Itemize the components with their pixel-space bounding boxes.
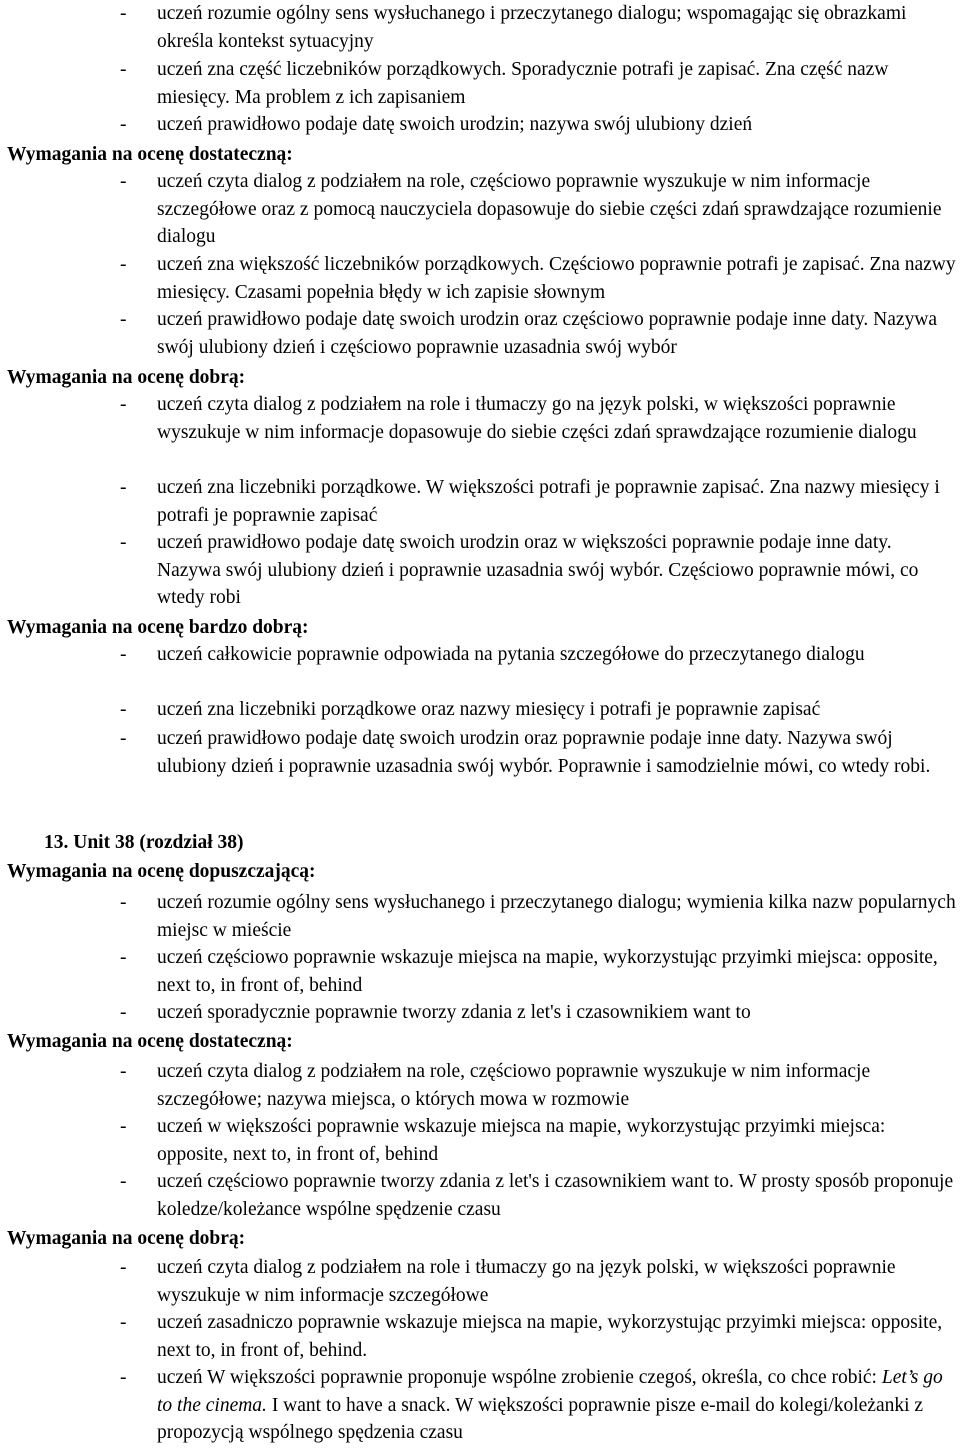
list-item-text: uczeń prawidłowo podaje datę swoich urodzin; nazywa swój ulubiony dzień: [157, 114, 753, 135]
list-item-text: uczeń czyta dialog z podziałem na role i tłumaczy go na język polski, w większości poprawnie wyszukuje w nim informacje dopasowuje do siebie części zdań sprawdzające rozumienie dialogu: [157, 394, 917, 443]
list-item: - uczeń całkowicie poprawnie odpowiada na pytania szczegółowe do przeczytanego dialogu: [120, 641, 958, 669]
section-heading-dobra-unit: Wymagania na ocenę dobrą:: [7, 1228, 246, 1249]
list-item-text: uczeń W większości poprawnie proponuje wspólne zrobienie czegoś, określa, co chce robić: Let’s go to the cinema. I want to have a snack. W większości poprawnie pisze e-mail do kolegi/koleżanki z propozycją wspólnego spędzenia czasu: [157, 1367, 943, 1443]
list-item-text: uczeń zna większość liczebników porządkowych. Częściowo poprawnie potrafi je zapisać. Zna nazwy miesięcy. Czasami popełnia błędy w ich zapisie słownym: [157, 254, 956, 303]
list-item-text: uczeń prawidłowo podaje datę swoich urodzin oraz w większości poprawnie podaje inne daty. Nazywa swój ulubiony dzień i poprawnie uzasadnia swój wybór. Częściowo poprawnie mówi, co wtedy robi: [157, 532, 919, 608]
list-item: - uczeń czyta dialog z podziałem na role, częściowo poprawnie wyszukuje w nim informacje szczegółowe; nazywa miejsca, o których mowa w rozmowie: [120, 1058, 958, 1113]
list-item: - uczeń prawidłowo podaje datę swoich urodzin; nazywa swój ulubiony dzień: [120, 111, 958, 139]
list-item: - uczeń prawidłowo podaje datę swoich urodzin oraz w większości poprawnie podaje inne daty. Nazywa swój ulubiony dzień i poprawnie uzasadnia swój wybór. Częściowo poprawnie mówi, co wtedy robi: [120, 529, 958, 612]
list-item-text: uczeń zasadniczo poprawnie wskazuje miejsca na mapie, wykorzystując przyimki miejsca: opposite, next to, in front of, behind.: [157, 1312, 943, 1361]
unit-title: 13. Unit 38 (rozdział 38): [44, 832, 244, 853]
list-item-text: uczeń rozumie ogólny sens wysłuchanego i przeczytanego dialogu; wymienia kilka nazw popularnych miejsc w mieście: [157, 892, 956, 941]
list-item: - uczeń częściowo poprawnie tworzy zdania z let's i czasownikiem want to. W prosty sposób proponuje koledze/koleżance wspólne spędzenie czasu: [120, 1168, 958, 1223]
list-item-text: uczeń sporadycznie poprawnie tworzy zdania z let's i czasownikiem want to: [157, 1002, 751, 1023]
list-item-text: uczeń w większości poprawnie wskazuje miejsca na mapie, wykorzystując przyimki miejsca: opposite, next to, in front of, behind: [157, 1116, 886, 1165]
list-item: - uczeń prawidłowo podaje datę swoich urodzin oraz poprawnie podaje inne daty. Nazywa swój ulubiony dzień i poprawnie uzasadnia swój wybór. Poprawnie i samodzielnie mówi, co wtedy robi.: [120, 725, 958, 780]
section-heading-dostateczna-unit: Wymagania na ocenę dostateczną:: [7, 1031, 293, 1052]
list-item-text: uczeń częściowo poprawnie tworzy zdania z let's i czasownikiem want to. W prosty sposób proponuje koledze/koleżance wspólne spędzenie czasu: [157, 1171, 954, 1220]
list-item: - uczeń czyta dialog z podziałem na role i tłumaczy go na język polski, w większości poprawnie wyszukuje w nim informacje dopasowuje do siebie części zdań sprawdzające rozumienie dialogu: [120, 391, 958, 446]
list-item: - uczeń zna liczebniki porządkowe. W większości potrafi je poprawnie zapisać. Zna nazwy miesięcy i potrafi je poprawnie zapisać: [120, 474, 958, 529]
list-item-text: uczeń czyta dialog z podziałem na role, częściowo poprawnie wyszukuje w nim informacje szczegółowe; nazywa miejsca, o których mowa w rozmowie: [157, 1061, 871, 1110]
list-item: - uczeń prawidłowo podaje datę swoich urodzin oraz częściowo poprawnie podaje inne daty. Nazywa swój ulubiony dzień i częściowo poprawnie uzasadnia swój wybór: [120, 306, 958, 361]
list-item: - uczeń zna liczebniki porządkowe oraz nazwy miesięcy i potrafi je poprawnie zapisać: [120, 696, 958, 724]
list-item: - uczeń W większości poprawnie proponuje wspólne zrobienie czegoś, określa, co chce robić: Let’s go to the cinema. I want to have a snack. W większości poprawnie pisze e-mail do kolegi/koleżanki z propozycją wspólnego spędzenia czasu: [120, 1364, 958, 1447]
list-item: - uczeń rozumie ogólny sens wysłuchanego i przeczytanego dialogu; wymienia kilka nazw popularnych miejsc w mieście: [120, 889, 958, 944]
list-item-text: uczeń prawidłowo podaje datę swoich urodzin oraz poprawnie podaje inne daty. Nazywa swój ulubiony dzień i poprawnie uzasadnia swój wybór. Poprawnie i samodzielnie mówi, co wtedy robi.: [157, 728, 931, 777]
section-heading-dobra: Wymagania na ocenę dobrą:: [7, 367, 246, 388]
list-item: - uczeń sporadycznie poprawnie tworzy zdania z let's i czasownikiem want to: [120, 999, 958, 1027]
list-item-text: uczeń czyta dialog z podziałem na role, częściowo poprawnie wyszukuje w nim informacje szczegółowe oraz z pomocą nauczyciela dopasowuje do siebie części zdań sprawdzające rozumienie dialogu: [157, 171, 942, 247]
section-heading-dopuszczajaca: Wymagania na ocenę dopuszczającą:: [7, 861, 316, 882]
list-item: - uczeń częściowo poprawnie wskazuje miejsca na mapie, wykorzystując przyimki miejsca: opposite, next to, in front of, behind: [120, 944, 958, 999]
list-item-text: uczeń zna liczebniki porządkowe oraz nazwy miesięcy i potrafi je poprawnie zapisać: [157, 699, 821, 720]
list-item: - uczeń zasadniczo poprawnie wskazuje miejsca na mapie, wykorzystując przyimki miejsca: opposite, next to, in front of, behind.: [120, 1309, 958, 1364]
list-item-text: uczeń częściowo poprawnie wskazuje miejsca na mapie, wykorzystując przyimki miejsca: opposite, next to, in front of, behind: [157, 947, 938, 996]
example-sentence: Let’s go to the cinema.: [157, 1367, 943, 1416]
list-item: - uczeń zna część liczebników porządkowych. Sporadycznie potrafi je zapisać. Zna część nazw miesięcy. Ma problem z ich zapisaniem: [120, 56, 958, 111]
section-heading-bardzo-dobra: Wymagania na ocenę bardzo dobrą:: [7, 617, 309, 638]
list-item: - uczeń czyta dialog z podziałem na role i tłumaczy go na język polski, w większości poprawnie wyszukuje w nim informacje szczegółowe: [120, 1254, 958, 1309]
list-item-text: uczeń rozumie ogólny sens wysłuchanego i przeczytanego dialogu; wspomagając się obrazkami określa kontekst sytuacyjny: [157, 3, 907, 52]
section-heading-dostateczna: Wymagania na ocenę dostateczną:: [7, 144, 293, 165]
list-item: - uczeń czyta dialog z podziałem na role, częściowo poprawnie wyszukuje w nim informacje szczegółowe oraz z pomocą nauczyciela dopasowuje do siebie części zdań sprawdzające rozumienie dialogu: [120, 168, 958, 251]
list-item-text: uczeń prawidłowo podaje datę swoich urodzin oraz częściowo poprawnie podaje inne daty. Nazywa swój ulubiony dzień i częściowo poprawnie uzasadnia swój wybór: [157, 309, 938, 358]
list-item: - uczeń rozumie ogólny sens wysłuchanego i przeczytanego dialogu; wspomagając się obrazkami określa kontekst sytuacyjny: [120, 0, 958, 55]
list-item: - uczeń zna większość liczebników porządkowych. Częściowo poprawnie potrafi je zapisać. Zna nazwy miesięcy. Czasami popełnia błędy w ich zapisie słownym: [120, 251, 958, 306]
list-item-text: uczeń całkowicie poprawnie odpowiada na pytania szczegółowe do przeczytanego dialogu: [157, 644, 865, 665]
list-item-text: uczeń zna liczebniki porządkowe. W większości potrafi je poprawnie zapisać. Zna nazwy miesięcy i potrafi je poprawnie zapisać: [157, 477, 940, 526]
list-item: - uczeń w większości poprawnie wskazuje miejsca na mapie, wykorzystując przyimki miejsca: opposite, next to, in front of, behind: [120, 1113, 958, 1168]
list-item-text: uczeń zna część liczebników porządkowych. Sporadycznie potrafi je zapisać. Zna część nazw miesięcy. Ma problem z ich zapisaniem: [157, 59, 889, 108]
list-item-text: uczeń czyta dialog z podziałem na role i tłumaczy go na język polski, w większości poprawnie wyszukuje w nim informacje szczegółowe: [157, 1257, 896, 1306]
